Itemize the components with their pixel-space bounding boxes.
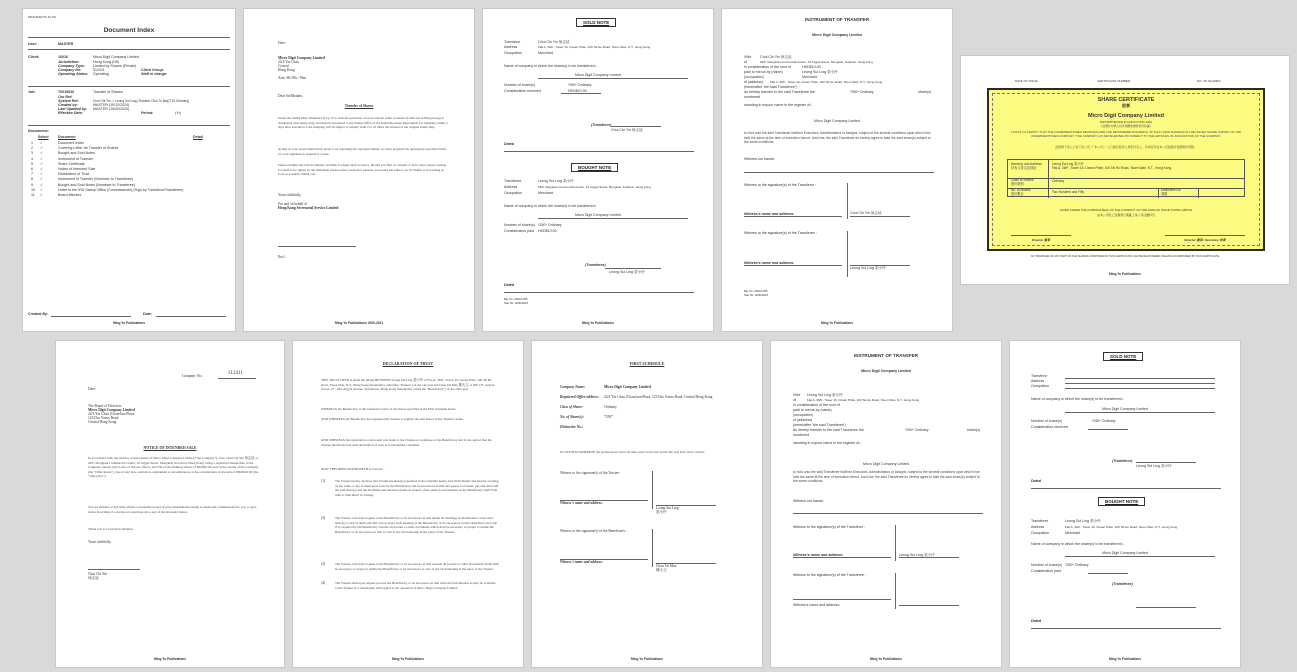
transferee-name: Leung Sui Ling 梁小玲 [1065, 519, 1101, 523]
shares-value: *250* Ordinary [1092, 419, 1116, 423]
company-name: Micro Digit Company Limited [863, 462, 909, 466]
enclosure-label: Encl. [278, 255, 286, 259]
trustee-signer: Leung Sui Ling [656, 506, 679, 510]
date-label: Date: [143, 312, 152, 316]
to-line: 123 Des Voeux Road [88, 416, 119, 420]
job-line: Chui Chi Yin -> Leung Sui Ling (Transfer Chui To Ma)(T10-Ordinary) [93, 99, 190, 103]
doc-list-item[interactable]: Bought and Sold Notes [58, 151, 95, 156]
trust-clause: The Trustee will at the request of the Beneficiary or its successors in title execute all proxies or other documents which shall be necessary or proper to enable the Beneficiary or its successors to vote at any such meeting in the place of the Trustee. [335, 562, 499, 571]
cert-title: SHARE CERTIFICATE [1097, 97, 1155, 103]
bar-number: Bar No: 2000/1785 [744, 289, 768, 293]
declaration-of-trust-page[interactable] [292, 340, 524, 668]
instrument-title: INSTRUMENT OF TRANSFER [853, 353, 919, 358]
witness-name-label: Witness's name and address: [560, 560, 603, 564]
occupation-value: Merchant [538, 191, 553, 195]
for-behalf: For and on behalf of [278, 202, 308, 206]
occupation-value: Merchant [802, 75, 817, 79]
doc-index-number: 6 [31, 167, 33, 171]
no-shares-value: Two Hundred and Fifty [1052, 190, 1085, 194]
doc-select-checkbox[interactable]: ✓ [40, 177, 44, 182]
transferor-sign-name: Leung Sui Ling 梁小玲 [899, 553, 935, 557]
client-label: Client: [28, 55, 40, 59]
stat-number: Stat No: 2000/1815 [744, 293, 769, 297]
client-field-label: Company Type: [58, 64, 85, 68]
clause-number: (2) [321, 516, 326, 520]
instrument-line: paid to me/us by (name) [793, 408, 832, 412]
doc-index-number: 4 [31, 156, 33, 161]
transferor-label: Transferor [504, 40, 521, 44]
address-value: Flat A, 36/F., Tower 16, Ocean Pride, 100 Tai Ho Road, Tsuen Wan, N.T., Hong Kong [807, 398, 920, 402]
doc-index-number: 5 [31, 161, 33, 166]
job-code: T0019020 [58, 90, 75, 94]
consideration-value: HKD$10.00 [802, 65, 821, 69]
transferor-address: Flat A, 36/F., Tower 16, Ocean Pride, 100 Tai Ho Road, Tsuen Wan, N.T., Hong Kong [538, 45, 651, 49]
staff-label: Staff in charge: [141, 72, 168, 76]
shares-value: *250* Ordinary [568, 83, 592, 87]
instrument-of-transfer-nominee-page[interactable] [770, 340, 1002, 668]
transferee-sign-name: Leung Sui Ling 梁小玲 [850, 266, 886, 270]
schedule-title: FIRST SCHEDULE [629, 361, 665, 366]
shares-suffix: share(s) [967, 428, 981, 432]
transferor-sign-name: Chui Chi Yin 徐志延 [850, 211, 882, 215]
cert-number-label: CERTIFICATE NUMBER [1097, 79, 1131, 83]
schedule-row-label: Class of Share: [560, 405, 583, 409]
shares-label: Number of share(s) [1031, 563, 1062, 567]
instrument-line: (hereinafter 'the said Transferee') [793, 423, 846, 427]
salutation: Dear Sir/Madam, [278, 94, 303, 98]
instrument-line: of [744, 60, 747, 64]
consideration-value: HKD$10.00 [538, 229, 557, 233]
instrument-line: do hereby transfer to the said Transferee the [793, 428, 864, 432]
occupation-value: Merchant [538, 51, 553, 55]
page-footer: Ming Yu Publications [870, 657, 902, 661]
shares-suffix: share(s) [918, 90, 932, 94]
addressee-line: Hong Kong [278, 68, 295, 72]
letter-date: Date: [278, 41, 286, 45]
instrument-line: I/We [744, 55, 752, 59]
schedule-row-value: Micro Digit Company Limited [604, 385, 651, 389]
distinctive-label: Distinctive No. [1161, 188, 1182, 192]
trust-paragraph: AND WHEREAS the registration as aforesaid was made to the Trustee as a nominee of the Beneficiary and it was agreed that the Trustee should execute such declaration of trust as is hereinafter contained. [321, 438, 492, 447]
trust-title: DECLARATION OF TRUST [382, 361, 434, 366]
director-secretary-signature: Director 董事 / Secretary 秘書 [1184, 238, 1226, 242]
cert-company: Micro Digit Company Limited [1087, 113, 1165, 119]
document-index-page[interactable] [22, 8, 236, 332]
transferor-sign-name: Chui Chi Yin 徐志延 [611, 128, 643, 132]
client-line: 312411 [93, 68, 105, 72]
cert-date-label: DATE OF ISSUE [1015, 79, 1038, 83]
instrument-line: I/We [793, 393, 801, 397]
hold-text: to hold unto the said Transferee his/their Executors, Administrators or Assigns, subject to the several conditions upon which I/we held the same at the time of execution hereof. And I/we, the said Transferee do hereby agree to take the said share(s) subject to the same conditions. [793, 470, 980, 484]
schedule-row-label: Distinctive No.: [560, 425, 584, 429]
transferee-name: Leung Sui Ling 梁小玲 [807, 393, 843, 397]
company-question: Name of company in which the share(s) to be transferred:- [1031, 397, 1124, 401]
covering-letter-page[interactable] [243, 8, 475, 332]
doc-index-number: 1 [31, 141, 33, 145]
instrument-line: of (address) [744, 80, 764, 84]
doc-select-checkbox[interactable]: ✓ [40, 146, 44, 151]
consideration-label: Consideration received [504, 89, 541, 93]
seal-text: GIVEN UNDER THE COMMON SEAL OF THE COMPANY ON THE DATE OF ISSUE STATED ABOVE [1059, 208, 1193, 212]
witness-hands: Witness our hands: [744, 157, 775, 161]
witness-name-label: Witness's name and address: [744, 212, 795, 216]
bought-note-title: BOUGHT NOTE [571, 163, 618, 172]
letter-paragraph: Acting on your recent instructions given to us regarding the captioned matter, we have prepared the appropriate specified forms for your signature in respective copies. [278, 147, 447, 156]
doc-index-number: 9 [31, 182, 33, 187]
job-field-label: Effective Date: [58, 111, 83, 115]
doc-index-number: 7 [31, 172, 33, 177]
job-line: MASTER (10/02/2020) [93, 107, 130, 111]
job-line: Transfer of Shares [93, 90, 123, 94]
instrument-company: Micro Digit Company Limited [861, 369, 911, 373]
user-value: MASTER [58, 42, 74, 46]
instrument-line: (occupation) [793, 413, 813, 417]
company-question: Name of company in which the share(s) to be transferred:- [504, 204, 597, 208]
schedule-row-value: 24/4 Yiu Chau (Chanchun Plaza, 123 Des Voeux Road, Central Hong Kong [604, 395, 713, 399]
occupation-label: Occupation [504, 191, 523, 195]
transferor-sign: (Transferor) [1112, 459, 1133, 463]
doc-select-checkbox[interactable]: ✓ [40, 151, 44, 156]
dated-label: Dated [504, 142, 514, 146]
client-line: Limited by Shares (Private) [93, 64, 137, 68]
bought-note-title: BOUGHT NOTE [1098, 497, 1145, 506]
doc-list-item[interactable]: Instrument of Transfer (Nominee to Transferee) [58, 177, 134, 182]
transferee-label: Transferee [1031, 519, 1049, 523]
client-line: Micro Digit Company Limited [93, 55, 139, 59]
doc-index-number: 2 [31, 146, 33, 151]
director-signature: Director 董事 [1031, 238, 1051, 242]
company-name: Micro Digit Company Limited [1102, 407, 1148, 411]
occupation-label: Occupation [1031, 384, 1050, 388]
doc-select-checkbox[interactable]: ✓ [40, 167, 44, 171]
instrument-line: in consideration of the sum of [793, 403, 840, 407]
notice-paragraph: You are entitled, at any time within a reasonable period of prior determination being so made and communicated to you, to give notice in writing of a decision to purchase all or any of the aforesaid shares. [88, 505, 257, 514]
transferee-label: Transferee [504, 179, 522, 183]
schedule-row-value: *250* [604, 415, 613, 419]
stat-number: Stat No: 2000/1815 [504, 301, 529, 305]
doc-select-checkbox[interactable]: ✓ [40, 141, 44, 145]
consideration-paid-label: Consideration paid [504, 229, 534, 233]
schedule-row-label: No. of Share(s): [560, 415, 584, 419]
trust-clause: The Trustee shall upon request procure the Beneficiary or its successors in title with such information as may be available to the Trustee as a shareholder with regard to the operation of Micro Digit Company Limited [335, 581, 496, 590]
instrument-line: (occupation) [744, 75, 764, 79]
addressee-line: Central [278, 64, 289, 68]
company-question: Name of company in which the share(s) to be transferred:- [504, 64, 597, 68]
shares-label: Number of share(s) [504, 83, 535, 87]
job-field-label: System Ref: [58, 99, 79, 103]
to-line: The Board of Directors [88, 404, 122, 408]
page-footer: Ming Yu Publications [154, 657, 186, 661]
trustee-signer-cn: 梁小玲 [656, 510, 667, 514]
instrument-title: INSTRUMENT OF TRANSFER [804, 17, 870, 22]
user-label: User: [28, 42, 38, 46]
doc-list-item[interactable]: Letter to the IRD Stamp Office (Commissioner) (Sign by Transferor/Transferee) [58, 187, 184, 192]
doc-list-item[interactable]: Covering Letter for Transfer of Shares [58, 146, 119, 151]
sold-bought-note-nominee-page[interactable] [1009, 340, 1241, 668]
doc-list-item[interactable]: Instrument of Transfer [58, 156, 94, 161]
doc-list-item[interactable]: Notice of Intended Sale [58, 167, 96, 171]
doc-list-item[interactable]: Board Minutes [58, 193, 82, 197]
instrument-line: paid to me/us by (name) [744, 70, 783, 74]
trust-paragraph: AND WHEREAS the Beneficiary has requested the Trustee to register the said shares in the Trustee's name. [321, 417, 464, 421]
doc-select-checkbox[interactable]: ✓ [40, 172, 44, 177]
instrument-line: (hereinafter 'the said Transferee') [744, 85, 797, 89]
witness-name-label: Witness's name and address: [744, 261, 795, 265]
transferor-sign-name: Leung Sui Ling 梁小玲 [1136, 464, 1172, 468]
holder-name: Leung Sui Ling 梁小玲 [1052, 162, 1084, 166]
class-label-cn: 股份類別 [1011, 182, 1024, 186]
occupation-label: Occupation [504, 51, 523, 55]
notice-signer-cn: 徐志延 [88, 576, 99, 580]
seal-text-cn: 由本公司於上述簽發日期蓋上本公司法團印章 [1097, 213, 1155, 217]
company-name: Micro Digit Company Limited [814, 119, 860, 123]
job-field-label: Last Updated by: [58, 107, 88, 111]
notice-date: Date: [88, 387, 96, 391]
letter-subject: Transfer of Shares [344, 104, 374, 108]
transferee-sign-name: Leung Sui Ling 梁小玲 [609, 270, 645, 274]
job-label: Job: [28, 90, 36, 94]
letter-paragraph: Please examine the said documents carefully to ensure their accuracy. Should you find of contents or in-in order, please arrange for them to be signed by the individual person and/or respective persons, and return the same to us for Stamp or processing as soon as possible. Thank you. [278, 163, 447, 177]
class-value: Ordinary [1052, 179, 1065, 183]
consideration-value: HKD$10.00 [568, 89, 587, 93]
header-ref: MINGDIGIT(T-19-07) [28, 15, 57, 19]
notice-signer: Chui Chi Yin [88, 572, 108, 576]
doc-index-number: 10 [31, 187, 35, 192]
notice-title: NOTICE OF INTENDED SALE [143, 446, 197, 450]
to-line: Micro Digit Company Limited [88, 408, 135, 412]
signer-company: Hong Kong Secretarial Service Limited [278, 206, 339, 210]
notice-intended-sale-page[interactable] [55, 340, 285, 668]
doc-select-checkbox[interactable]: ✓ [40, 156, 44, 161]
job-field-label: Created by: [58, 103, 78, 107]
instrument-line: numbered [793, 433, 810, 437]
cert-table [1007, 159, 1245, 197]
client-field-label: Company No: [58, 68, 82, 72]
instrument-line: numbered [744, 95, 761, 99]
attn-line: Attn: Mr./Ms./ Wan [278, 76, 307, 80]
job-line: MASTER (10/12/2020) [93, 103, 130, 107]
bar-number: Bar No: 2000/1785 [504, 297, 528, 301]
company-name: Micro Digit Company Limited [575, 73, 621, 77]
company-no-value: 312411 [228, 371, 243, 376]
page-footer: Ming Yu Publications [1109, 657, 1141, 661]
doc-select-checkbox[interactable]: ✓ [40, 187, 44, 192]
notice-paragraph: Thank you for your kind attention. [88, 527, 134, 531]
client-field-label: Operating Status: [58, 72, 89, 76]
dated-label: Dated [1031, 479, 1041, 483]
witness-trustee: Witness to the signature(s) of the Trustee : [560, 471, 621, 475]
clause-number: (1) [321, 479, 326, 483]
company-no-label: Company No.: [182, 374, 204, 378]
shares-value: *250* Ordinary [905, 428, 929, 432]
shares-value: *250* Ordinary [538, 223, 562, 227]
page-footer: Ming Yu Publications [1109, 272, 1141, 276]
client-field-label: Jurisdiction: [58, 60, 80, 64]
company-name: Micro Digit Company Limited [575, 213, 621, 217]
addressee-line: 24/4 Yiu Chau [278, 60, 299, 64]
share-certificate-page[interactable] [960, 55, 1290, 285]
beneficiary-signer: Chan Tai Man [656, 564, 677, 568]
page-footer: Ming Yu Publications [392, 657, 424, 661]
doc-index-number: 3 [31, 151, 33, 156]
instrument-line: standing in my/our name in the register of:- [744, 103, 813, 107]
no-shares-label: No. of Shares [1011, 188, 1031, 192]
witness-name-label: Witness's name and address: [793, 603, 841, 607]
cert-title-cn: 股票 [1122, 103, 1130, 108]
transferee-address: 26/F, Mongkok Commercial Centre, 16 Argyle Street, Mongkok, Kowloon, Hong Kong [538, 185, 651, 189]
witness-text: IN WITNESS WHEREOF the parties hereto have set their seals on the day and in the year first above written. [560, 450, 706, 454]
instrument-line: of [793, 398, 796, 402]
witness-name-label: Witness's name and address: [560, 501, 603, 505]
client-line: Hong Kong (HK) [93, 60, 120, 64]
client-group-label: Client Group: [141, 68, 164, 72]
doc-index-number: 8 [31, 177, 33, 182]
company-name: Micro Digit Company Limited [1102, 551, 1148, 555]
certificate-frame [987, 88, 1265, 251]
shares-label: Number of share(s) [1031, 419, 1062, 423]
witness-beneficiary: Witness to the signature(s) of the Beneficiary : [560, 529, 628, 533]
sold-note-title: SOLD NOTE [1103, 352, 1143, 361]
created-by-label: Created By: [28, 312, 49, 316]
address-value: Flat A, 36/F., Tower 16, Ocean Pride, 100 Tai Ho Road, Tsuen Wan, N.T., Hong Kong [770, 80, 883, 84]
occupation-label: Occupation [1031, 531, 1050, 535]
doc-list-item[interactable]: Bought and Sold Notes (Nominee to Transferee) [58, 182, 135, 187]
cert-note: NO TRANSFER OF ANY PART OF THE SHARES COMPRISED IN THIS CERTIFICATE CAN BE REGISTERED UNLESS ACCOMPANIED BY THIS CERTIFICATE [1030, 255, 1220, 258]
address-label: Address [1031, 379, 1045, 383]
instrument-company: Micro Digit Company Limited [812, 33, 862, 37]
company-question: Name of company in which the share(s) to be transferred:- [1031, 542, 1124, 546]
col-select: Select [38, 135, 49, 139]
shares-value: *250* Ordinary [1065, 563, 1089, 567]
job-field-label: Our Ref: [58, 95, 73, 99]
client-line: Operating [93, 72, 109, 76]
clause-number: (3) [321, 562, 326, 566]
no-shares-label-cn: 股份數目 [1011, 192, 1024, 196]
beneficiary-signer-cn: 陳大文 [656, 568, 667, 572]
holder-label: Name(s) and Address [1011, 162, 1042, 166]
trust-paragraph: WHEREAS the Beneficiary is the beneficial owner of the shares specified in the First Schedule hereto. [321, 407, 457, 411]
consideration-paid-label: Consideration paid [1031, 569, 1061, 573]
letter-paragraph: Under the Stamp Duty Ordinance (Cap 117), both the purchaser of stock and the seller of shares (if effected in Hong Kong) is chargeable with stamp duty, and must be presented to the Stamp Office of the Inland Revenue Department for stamping within 2 days after execution. Late stamping will be subject to penalty from 2 to 10 times the amount of the original stamp duty. [278, 116, 448, 130]
notice-closing: Yours faithfully, [88, 540, 112, 544]
schedule-row-value: Ordinary [604, 405, 617, 409]
trust-paragraph: NOW THIS DEED WITNESSETH as follows:- [321, 467, 385, 471]
doc-index-number: 11 [31, 193, 35, 197]
instrument-line: in consideration of the sum of [744, 65, 791, 69]
consideration-label: Consideration received [1031, 425, 1068, 429]
transferor-name: Chui Chi Yin 徐志延 [538, 40, 570, 44]
trust-paragraph: THIS TRUST DEED is made the [Date] BETWEEN Leung Sui Ling 梁小玲 of Flat A, 36/F., Tower 16, Ocean Pride, 100 Tai Ho Road, Tsuen Wan, N.T., Hong Kong (hereinafter called the "Trustee") of the one part and Chan Tai Man 陳大文 of 500 1/F., Argyle Tower, 27 - 28A Argyle Avenue, Yerranbarn, Hong Kong (hereinafter called the "Beneficiary") of the other part. [321, 378, 495, 392]
transferor-label: Transferor [1031, 374, 1048, 378]
transferee-name: Leung Sui Ling 梁小玲 [538, 179, 574, 183]
address-label: Address [1031, 525, 1045, 529]
first-schedule-page[interactable] [531, 340, 763, 668]
dated-label: Dated [1031, 619, 1041, 623]
index-title: Document Index [103, 27, 155, 34]
cert-company-incorp-cn: (註冊於中華人民共和國香港特別行政區) [1101, 124, 1151, 128]
transferee-sign: (Transferee) [1112, 582, 1133, 586]
page-footer: Ming Yu Publications [631, 657, 663, 661]
period-value: (Yr) [175, 111, 181, 115]
witness-transferor: Witness to the signature(s) of the Transferor : [793, 525, 866, 529]
client-code: 10016 [58, 55, 68, 59]
clause-number: (4) [321, 581, 326, 585]
shares-value: *250* Ordinary [850, 90, 874, 94]
cert-shares-label: NO. OF SHARES [1197, 79, 1221, 83]
sold-note-title: SOLD NOTE [576, 18, 616, 27]
schedule-row-label: Registered Office address: [560, 395, 599, 399]
distinctive-label-cn: 號碼 [1161, 192, 1168, 196]
page-footer: Ming Yu Publications 2020-2021 [334, 321, 384, 325]
transferee-address: Flat A, 36/F., Tower 16, Ocean Pride, 100 Tai Ho Road, Tsuen Wan, N.T., Hong Kong [1065, 525, 1178, 529]
hold-text: to hold unto the said Transferee his/their Executors, Administrators or Assigns, subject to the several conditions upon which I/we held the same at the time of execution hereof. And I/we, the said Transferee do hereby agree to take the said share(s) subject to the same conditions. [744, 131, 931, 145]
trust-clause: The Trustee hereby declares that it holds the share(s) specified in the schedule hereto and all dividends and interest accruing on the same or any of them upon trust for the Beneficiary and its successors in title and agrees to transfer, pay and deal with the said share(s) and the dividends and interest payable in respect of the same in such manner as the Beneficiary shall from time to time direct in writing. [335, 479, 499, 497]
witness-hands: Witness our hands: [793, 499, 824, 503]
witness-transferee: Witness to the signature(s) of the Transferee : [793, 573, 866, 577]
period-label: Period: [141, 111, 154, 115]
cert-company-incorp: (INCORPORATED IN HONG KONG SAR) [1099, 120, 1153, 124]
doc-select-checkbox[interactable]: ✓ [40, 161, 44, 166]
witness-name-label: Witness's name and address: [793, 553, 844, 557]
col-document: Document [58, 135, 76, 139]
transferee-name: Leung Sui Ling 梁小玲 [802, 70, 838, 74]
documents-label: Documents: [28, 129, 49, 133]
instrument-of-transfer-page[interactable] [721, 8, 953, 332]
notice-paragraph: In accordance with the Articles of Association of Micro Digit Company Limited ("the Company"), I/we, Chui Chi Yin 徐志延 of 26/F, Mongkok Commercial Centre, 16 Argyle Street, Mongkok, Kowloon, Hong Kong, being a registered shareholder of the Company, hereby give notice of my/our offer to sell 250 of the Ordinary shares of HKD$1.00 each in the capital of the Company (the "Offer shares"), free of any lien, restriction, assignment or encumbrances at the consideration of the sum of HKD$10.00 (the "offer price"). [88, 456, 259, 479]
page-footer: Ming Yu Publications [821, 321, 853, 325]
to-line: Central Hong Kong [88, 420, 117, 424]
schedule-row-label: Company Name: [560, 385, 586, 389]
to-line: 24/4 Yiu Chau (Chanchun Plaza [88, 412, 135, 416]
doc-select-checkbox[interactable]: ✓ [40, 182, 44, 187]
shares-label: Number of share(s) [504, 223, 535, 227]
occupation-value: Merchant [1065, 531, 1080, 535]
doc-list-item[interactable]: Declaration of Trust [58, 172, 90, 177]
cert-body: THIS IS TO CERTIFY THAT THE UNDERMENTIONED PERSON(S) ARE THE REGISTERED HOLDER(S) OF FULLY PAID SHARE(S) IN THE ISSUED SHARE CAPITAL OF THE UNDERMENTIONED COMPANY ('THE COMPANY') AS DETAILED BELOW SUBJECT TO THE ARTICLES OF ASSOCIATION OF THE COMPANY. [1011, 130, 1241, 138]
addressee-line: Micro Digit Company Limited [278, 56, 325, 60]
doc-list-item[interactable]: Share Certificate [58, 161, 85, 166]
doc-select-checkbox[interactable]: ✓ [40, 193, 44, 197]
instrument-line: standing in my/our name in the register of:- [793, 441, 862, 445]
transferor-name: Chui Chi Yin 徐志延 [760, 55, 792, 59]
page-footer: Ming Yu Publications [113, 321, 145, 325]
dated-label: Dated [504, 283, 514, 287]
holder-address: Flat A, 36/F., Tower 16, Ocean Pride, 100 Tai Ho Road, Tsuen Wan, N.T., Hong Kong [1052, 166, 1172, 170]
transferee-sign: (Transferee) [585, 263, 606, 267]
cert-body-cn: 茲證明下述人士為下述公司（「本公司」）之已繳足股份之登記持有人，所持股份受本公司組織章程細則所規限。 [1055, 145, 1197, 149]
transferor-sign: (Transferor) [591, 123, 612, 127]
class-label: Class of Shares [1011, 178, 1034, 182]
page-footer: Ming Yu Publications [582, 321, 614, 325]
instrument-line: do hereby transfer to the said Transferee the [744, 90, 815, 94]
address-label: Address [504, 45, 518, 49]
address-label: Address [504, 185, 518, 189]
trust-clause: The Trustee will at the request of the Beneficiary or its successors in title attend all meetings of shareholders of the said share(s) or any of them and will vote in every such meeting as the Beneficiary or its successors in title shall direct and will if so required by the Beneficiary execute all proxies or other documents which shall be necessary or proper to enable the Beneficiary or its successors in title to vote at any such meeting in the place of the Trustee. [335, 516, 497, 534]
address-value: 26/F, Mongkok Commercial Centre, 16 Argyle Street, Mongkok, Kowloon, Hong Kong [760, 60, 873, 64]
witness-transferee: Witness to the signature(s) of the Transferee : [744, 231, 817, 235]
col-detail: Detail [193, 135, 203, 139]
instrument-line: of (address) [793, 418, 813, 422]
sold-bought-note-page[interactable] [482, 8, 714, 332]
doc-list-item[interactable]: Document Index [58, 141, 85, 145]
holder-label-cn: 持有人姓名及地址 [1011, 166, 1037, 170]
witness-transferor: Witness to the signature(s) of the Transferor : [744, 183, 817, 187]
letter-closing: Yours faithfully, [278, 193, 302, 197]
